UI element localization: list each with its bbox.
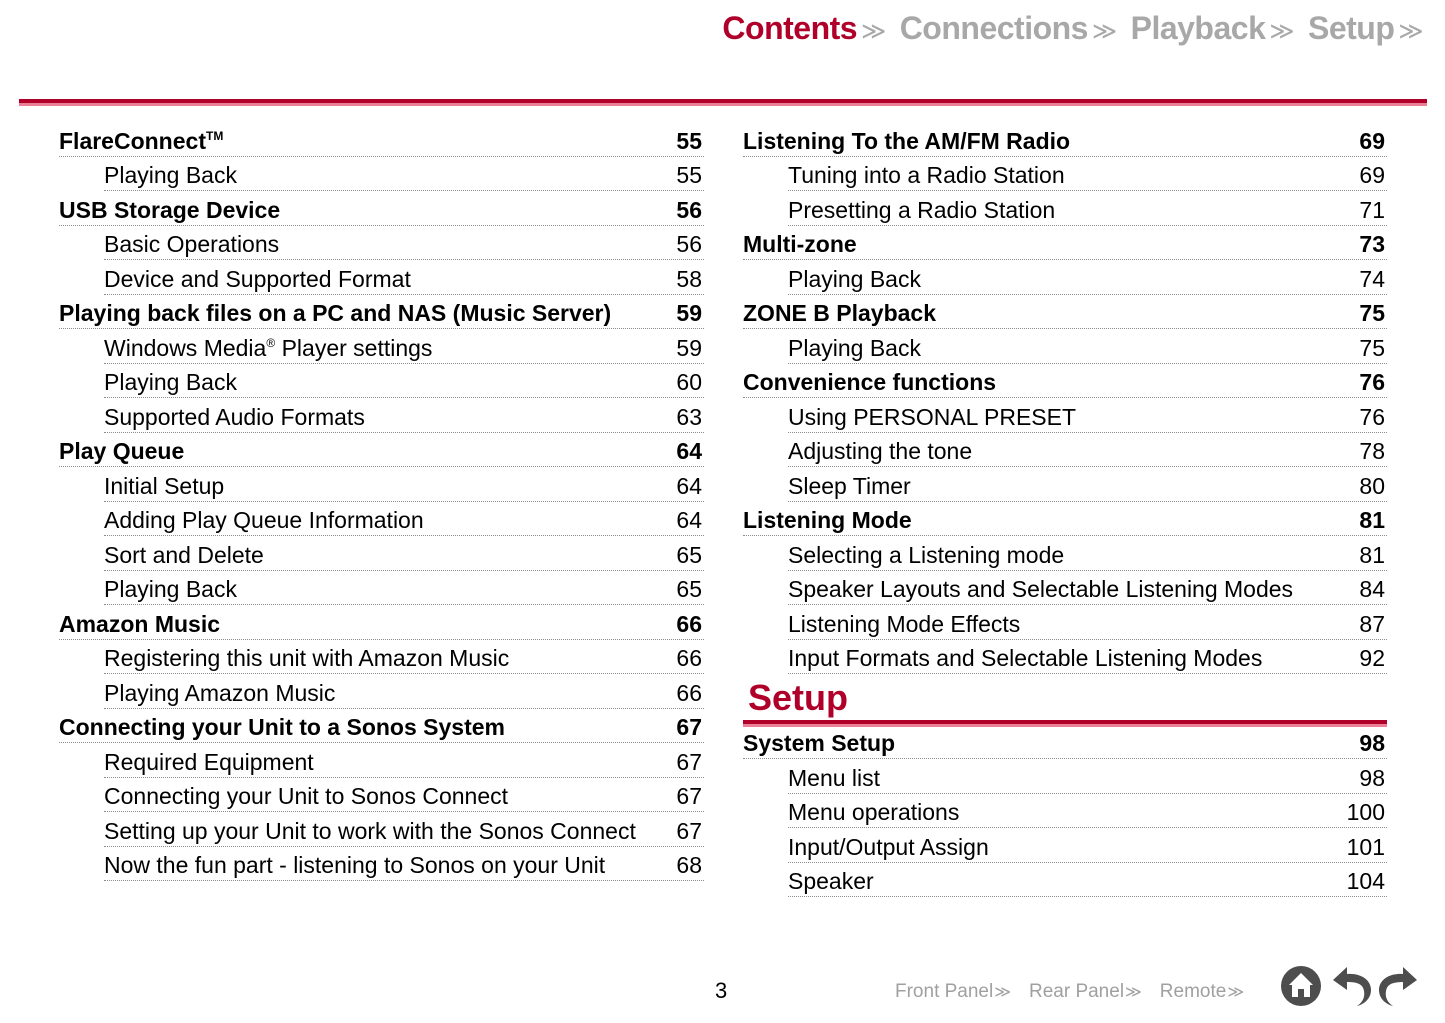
toc-heading-entry[interactable] — [59, 295, 704, 330]
toc-entry-title-text: Sort and Delete — [104, 541, 264, 568]
toc-right-column — [743, 122, 1387, 897]
toc-entry-title-text: Tuning into a Radio Station — [788, 162, 1065, 188]
header-divider — [19, 99, 1427, 106]
toc-entry-title-text: Required Equipment — [104, 748, 314, 775]
toc-left-column — [59, 122, 704, 881]
toc-entry-page-number: 67 — [676, 817, 702, 844]
toc-entry-page-number: 66 — [676, 610, 702, 637]
toc-entry-page-number: 64 — [676, 438, 702, 464]
toc-entry-title — [104, 645, 509, 672]
toc-entry-page-number: 67 — [676, 714, 702, 740]
toc-heading-entry[interactable] — [743, 727, 1387, 759]
toc-entry-page-number: 81 — [1359, 541, 1385, 568]
toc-entry-title-text: Presetting a Radio Station — [788, 196, 1056, 223]
toc-entry-title-text: Convenience functions — [743, 369, 997, 395]
toc-heading-entry[interactable] — [59, 122, 704, 157]
toc-sub-entry[interactable] — [104, 226, 704, 261]
toc-entry-title-text: Listening Mode — [743, 507, 912, 533]
toc-entry-title-text: Menu operations — [788, 799, 960, 825]
toc-entry-title-text: Listening To the AM/FM Radio — [743, 127, 1071, 154]
toc-entry-title-text: Playing Amazon Music — [104, 679, 336, 706]
toc-entry-title-text: Adjusting the tone — [788, 438, 973, 464]
toc-entry-page-number: 67 — [676, 783, 702, 809]
toc-sub-entry[interactable] — [788, 828, 1387, 863]
toc-entry-title-text: Basic Operations — [104, 231, 280, 257]
toc-entry-page-number: 78 — [1359, 438, 1385, 464]
toc-entry-page-number: 71 — [1359, 196, 1385, 223]
toc-entry-title — [788, 868, 874, 895]
toc-entry-page-number: 68 — [676, 852, 702, 878]
chevron-right-icon: ≫ — [1227, 984, 1245, 1001]
toc-entry-page-number: 101 — [1346, 833, 1385, 860]
toc-sub-entry[interactable] — [788, 191, 1387, 226]
toc-sub-entry[interactable] — [104, 329, 704, 364]
toc-entry-title-text: Registering this unit with Amazon Music — [104, 645, 510, 671]
toc-entry-page-number: 92 — [1359, 645, 1385, 671]
toc-heading-entry[interactable] — [743, 364, 1387, 399]
toc-entry-title — [59, 197, 280, 224]
toc-entry-page-number: 76 — [1359, 403, 1385, 430]
toc-sub-entry[interactable] — [104, 364, 704, 399]
toc-entry-title — [104, 404, 365, 431]
toc-entry-title-text: Using PERSONAL PRESET — [788, 403, 1077, 430]
toc-entry-page-number: 63 — [676, 403, 702, 430]
toc-sub-entry[interactable] — [104, 260, 704, 295]
toc-entry-title — [59, 128, 223, 155]
toc-entry-page-number: 84 — [1359, 576, 1385, 602]
toc-entry-title — [788, 542, 1064, 569]
link-front-panel-label: Front Panel — [895, 981, 994, 1002]
chevron-right-icon: ≫ — [1398, 18, 1423, 45]
toc-sub-entry[interactable] — [104, 571, 704, 606]
toc-sub-entry[interactable] — [788, 640, 1387, 675]
toc-sub-entry[interactable] — [104, 674, 704, 709]
toc-entry-page-number: 98 — [1359, 764, 1385, 791]
toc-entry-title — [788, 473, 911, 500]
toc-entry-title-text: Input Formats and Selectable Listening Modes — [788, 645, 1263, 671]
toc-entry-title-text: Playing Back — [104, 162, 237, 188]
toc-heading-entry[interactable] — [59, 191, 704, 226]
toc-entry-title-text: FlareConnect — [59, 127, 206, 154]
toc-sub-entry[interactable] — [104, 467, 704, 502]
toc-entry-title — [788, 765, 880, 792]
toc-entry-title — [104, 680, 335, 707]
toc-sub-entry[interactable] — [104, 502, 704, 537]
toc-entry-page-number: 64 — [676, 472, 702, 499]
toc-entry-page-number: 75 — [1359, 334, 1385, 361]
toc-entry-page-number: 64 — [676, 507, 702, 533]
toc-entry-title-text: Playing Back — [104, 369, 237, 395]
toc-entry-title-text: Playing Back — [104, 576, 237, 602]
toc-sub-entry[interactable] — [104, 812, 704, 847]
section-divider — [743, 720, 1387, 727]
toc-entry-page-number: 98 — [1359, 730, 1385, 756]
toc-entry-title-text: Input/Output Assign — [788, 833, 989, 860]
toc-sub-entry[interactable] — [788, 433, 1387, 468]
toc-entry-page-number: 76 — [1359, 369, 1385, 395]
toc-entry-title — [104, 162, 237, 189]
toc-entry-page-number: 69 — [1359, 127, 1385, 154]
toc-entry-title-text: Playing back files on a PC and NAS (Music Server) — [59, 300, 612, 326]
toc-entry-title — [788, 645, 1262, 672]
toc-entry-title — [788, 438, 972, 465]
link-front-panel[interactable] — [895, 981, 1011, 1003]
toc-entry-title — [104, 473, 224, 500]
toc-sub-entry[interactable] — [788, 329, 1387, 364]
toc-sub-entry[interactable] — [104, 743, 704, 778]
toc-entry-page-number: 87 — [1359, 610, 1385, 637]
toc-entry-page-number: 74 — [1359, 265, 1385, 292]
nav-playback[interactable] — [1131, 10, 1294, 47]
toc-entry-title-text: System Setup — [743, 730, 896, 756]
chevron-right-icon: ≫ — [1269, 18, 1294, 45]
toc-entry-page-number: 65 — [676, 541, 702, 568]
toc-entry-page-number: 104 — [1346, 868, 1385, 894]
nav-setup[interactable] — [1308, 10, 1423, 47]
toc-entry-page-number: 80 — [1359, 472, 1385, 499]
toc-heading-entry[interactable] — [743, 122, 1387, 157]
toc-entry-title — [788, 197, 1055, 224]
toc-entry-page-number: 56 — [676, 196, 702, 223]
toc-entry-title — [104, 542, 264, 569]
chevron-right-icon: ≫ — [1125, 984, 1142, 1001]
toc-entry-title-suffix: Player settings — [275, 334, 433, 361]
toc-entry-title — [104, 369, 237, 396]
toc-heading-entry[interactable] — [59, 709, 704, 744]
toc-entry-title — [104, 266, 411, 293]
toc-sub-entry[interactable] — [788, 571, 1387, 606]
toc-entry-title — [104, 231, 279, 258]
toc-entry-title — [743, 300, 936, 327]
toc-sub-entry[interactable] — [788, 260, 1387, 295]
toc-entry-title-text: Device and Supported Format — [104, 265, 411, 292]
toc-sub-entry[interactable] — [104, 157, 704, 192]
toc-entry-title — [788, 266, 921, 293]
toc-entry-title — [104, 335, 432, 362]
nav-setup-label: Setup — [1307, 10, 1395, 46]
toc-entry-title — [743, 128, 1070, 155]
toc-right-entries — [743, 122, 1387, 674]
toc-entry-title-text: Multi-zone — [743, 231, 857, 257]
toc-entry-page-number: 55 — [676, 162, 702, 188]
toc-entry-title — [788, 162, 1065, 189]
toc-entry-page-number: 75 — [1359, 300, 1385, 326]
toc-heading-entry[interactable] — [743, 502, 1387, 537]
toc-sub-entry[interactable] — [104, 640, 704, 675]
nav-contents-label: Contents — [722, 10, 858, 46]
nav-contents[interactable] — [722, 10, 885, 47]
footer-icons — [1279, 964, 1419, 1008]
toc-entry-page-number: 81 — [1359, 507, 1385, 533]
chevron-right-icon: ≫ — [1091, 18, 1117, 45]
toc-entry-title-text: Sleep Timer — [788, 472, 911, 499]
toc-entry-title — [104, 818, 636, 845]
toc-entry-title — [104, 576, 237, 603]
toc-sub-entry[interactable] — [104, 847, 704, 882]
toc-sub-entry[interactable] — [788, 605, 1387, 640]
toc-entry-page-number: 60 — [676, 369, 702, 395]
toc-entry-title-text: Amazon Music — [59, 610, 221, 637]
link-rear-panel[interactable] — [1029, 981, 1142, 1003]
toc-entry-title — [59, 714, 505, 741]
toc-entry-title-text: Playing Back — [788, 265, 921, 292]
toc-entry-title — [104, 749, 314, 776]
toc-entry-page-number: 55 — [676, 127, 702, 154]
toc-entry-title-text: Setting up your Unit to work with the Sonos Connect — [104, 817, 636, 844]
toc-entry-title — [104, 507, 424, 534]
toc-entry-title-text: Windows Media — [104, 334, 267, 361]
toc-heading-entry[interactable] — [743, 295, 1387, 330]
toc-sub-entry[interactable] — [788, 759, 1387, 794]
page-number: 3 — [715, 978, 728, 1003]
toc-entry-title — [104, 783, 508, 810]
toc-entry-page-number: 66 — [676, 679, 702, 706]
toc-entry-title-text: Now the fun part - listening to Sonos on your Unit — [104, 852, 606, 878]
toc-entry-title-text: ZONE B Playback — [743, 300, 937, 326]
toc-entry-title — [788, 335, 921, 362]
toc-sub-entry[interactable] — [788, 863, 1387, 898]
toc-entry-title-text: Initial Setup — [104, 472, 225, 499]
nav-playback-label: Playback — [1130, 10, 1266, 46]
toc-entry-title — [59, 438, 184, 465]
toc-entry-title — [104, 852, 605, 879]
toc-entry-title — [743, 730, 895, 757]
toc-sub-entry[interactable] — [788, 794, 1387, 829]
link-remote-label: Remote — [1159, 981, 1227, 1002]
bottom-nav — [895, 981, 1262, 1003]
top-nav — [708, 10, 1423, 47]
toc-entry-title-text: Menu list — [788, 764, 881, 791]
chevron-right-icon: ≫ — [994, 984, 1011, 1001]
toc-heading-entry[interactable] — [59, 605, 704, 640]
toc-sub-entry[interactable] — [104, 536, 704, 571]
link-rear-panel-label: Rear Panel — [1028, 981, 1125, 1002]
trademark-mark: TM — [205, 128, 224, 143]
forward-arrow-icon[interactable] — [1375, 964, 1419, 1008]
toc-entry-title — [788, 834, 989, 861]
toc-heading-entry[interactable] — [743, 226, 1387, 261]
toc-entry-title — [59, 611, 220, 638]
toc-entry-title-text: Supported Audio Formats — [104, 403, 365, 430]
toc-entry-title — [788, 799, 959, 826]
toc-entry-title-text: Speaker Layouts and Selectable Listening Modes — [788, 576, 1294, 602]
home-icon[interactable] — [1279, 964, 1323, 1008]
toc-sub-entry[interactable] — [104, 778, 704, 813]
toc-entry-page-number: 65 — [676, 576, 702, 602]
toc-setup-entries — [743, 727, 1387, 897]
toc-entry-title-text: USB Storage Device — [59, 196, 281, 223]
toc-entry-title — [743, 507, 912, 534]
toc-entry-title-text: Connecting your Unit to Sonos Connect — [104, 783, 509, 809]
toc-entry-page-number: 56 — [676, 231, 702, 257]
toc-sub-entry[interactable] — [788, 398, 1387, 433]
nav-connections[interactable] — [900, 10, 1117, 47]
toc-entry-title — [788, 404, 1076, 431]
link-remote[interactable] — [1160, 981, 1244, 1003]
section-title-setup: Setup — [748, 677, 849, 718]
toc-entry-title-text: Connecting your Unit to a Sonos System — [59, 714, 505, 740]
toc-entry-title — [743, 231, 857, 258]
trademark-mark: ® — [266, 335, 276, 350]
toc-entry-page-number: 100 — [1346, 799, 1385, 825]
toc-entry-page-number: 58 — [676, 265, 702, 292]
toc-entry-title-text: Play Queue — [59, 438, 185, 464]
toc-entry-title — [788, 611, 1020, 638]
toc-entry-page-number: 73 — [1359, 231, 1385, 257]
toc-entry-page-number: 69 — [1359, 162, 1385, 188]
toc-entry-page-number: 59 — [676, 334, 702, 361]
toc-sub-entry[interactable] — [788, 536, 1387, 571]
toc-entry-page-number: 67 — [676, 748, 702, 775]
toc-sub-entry[interactable] — [104, 398, 704, 433]
toc-entry-title — [743, 369, 996, 396]
toc-entry-page-number: 66 — [676, 645, 702, 671]
back-arrow-icon[interactable] — [1331, 964, 1375, 1008]
toc-sub-entry[interactable] — [788, 157, 1387, 192]
toc-entry-title — [59, 300, 611, 327]
toc-heading-entry[interactable] — [59, 433, 704, 468]
chevron-right-icon: ≫ — [861, 18, 886, 45]
toc-entry-title-text: Speaker — [788, 868, 874, 894]
toc-entry-title-text: Listening Mode Effects — [788, 610, 1021, 637]
toc-entry-title-text: Playing Back — [788, 334, 921, 361]
toc-entry-title — [788, 576, 1293, 603]
toc-entry-title-text: Adding Play Queue Information — [104, 507, 424, 533]
toc-sub-entry[interactable] — [788, 467, 1387, 502]
toc-entry-page-number: 59 — [676, 300, 702, 326]
nav-connections-label: Connections — [899, 10, 1088, 46]
toc-entry-title-text: Selecting a Listening mode — [788, 541, 1065, 568]
